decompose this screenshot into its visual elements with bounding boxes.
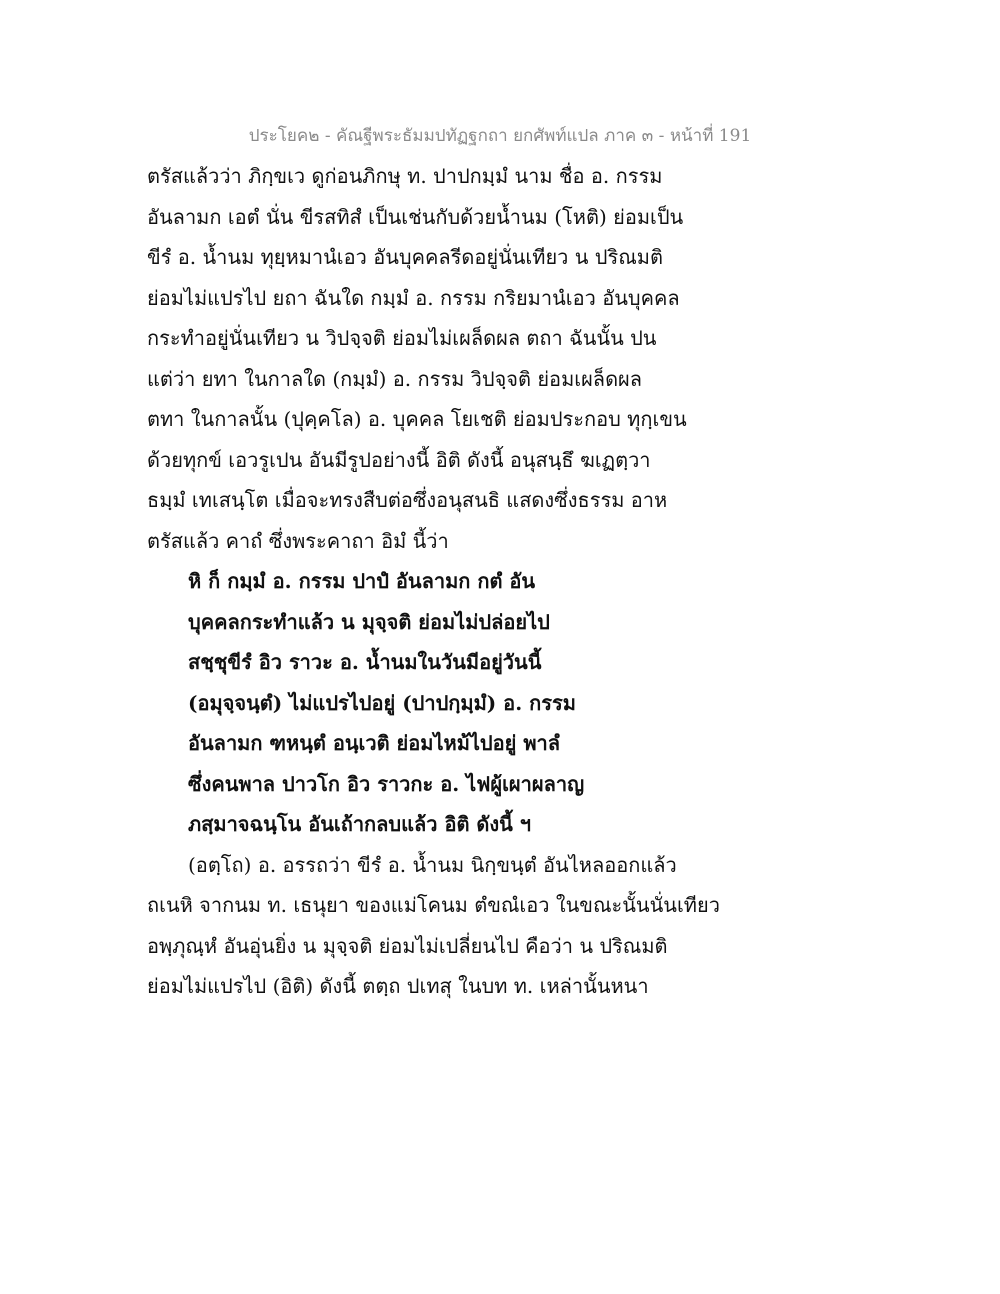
verse-block: [147, 561, 867, 845]
document-body: [147, 156, 867, 1007]
text-line: ธมฺมํ เทเสนฺโต เมื่อจะทรงสืบต่อซึ่งอนุสนธิ แสดงซึ่งธรรม อาห: [147, 488, 668, 512]
verse-line: หิ ก็ กมฺมํ อ. กรรม ปาปํ อันลามก กตํ อัน: [188, 569, 536, 593]
verse-line: (อมุจฺจนฺตํ) ไม่แปรไปอยู่ (ปาปกฺมฺมํ) อ. กรรม: [188, 690, 576, 715]
text-line: ขีรํ อ. น้ำนม ทุยฺหมานํเอว อันบุคคลรีดอยู่นั่นเทียว น ปริณมติ: [147, 245, 663, 269]
text-line: ถเนหิ จากนม ท. เธนุยา ของแม่โคนม ตํขณํเอว ในขณะนั้นนั่นเทียว: [147, 893, 720, 917]
verse-line: ภสฺมาจฉนฺโน อันเถ้ากลบแล้ว อิติ ดังนี้ ฯ: [188, 812, 532, 836]
text-line: (อตฺโถ) อ. อรรถว่า ขีรํ อ. น้ำนม นิกฺขนฺตํ อันไหลออกแล้ว: [188, 852, 677, 877]
verse-line: บุคคลกระทำแล้ว น มุจฺจติ ย่อมไม่ปล่อยไป: [188, 609, 550, 634]
text-line: ตทา ในกาลนั้น (ปุคฺคโล) อ. บุคคล โยเชติ ย่อมประกอบ ทุกฺเขน: [147, 407, 687, 431]
text-line: อันลามก เอตํ นั่น ขีรสทิสํ เป็นเช่นกับด้วยน้ำนม (โหติ) ย่อมเป็น: [147, 204, 684, 229]
text-line: ย่อมไม่แปรไป ยถา ฉันใด กมฺมํ อ. กรรม กริยมานํเอว อันบุคคล: [147, 285, 680, 310]
text-line: แต่ว่า ยทา ในกาลใด (กมฺมํ) อ. กรรม วิปจฺจติ ย่อมเผล็ดผล: [147, 366, 643, 391]
page-header: [0, 122, 1000, 149]
header-title: ประโยค๒ - คัณฐีพระธัมมปทัฏฐกถา ยกศัพท์แปล ภาค ๓ - หน้าที่ 191: [248, 126, 752, 146]
text-line: ด้วยทุกข์ เอวรูเปน อันมีรูปอย่างนี้ อิติ ดังนี้ อนุสนฺธึ ฆเฏตฺวา: [147, 447, 651, 472]
verse-line: อันลามก ฑหนฺตํ อนฺเวติ ย่อมไหม้ไปอยู่ พาลํ: [188, 731, 560, 755]
paragraph-2: [147, 845, 867, 1007]
verse-line: ซึ่งคนพาล ปาวโก อิว ราวกะ อ. ไฟผู้เผาผลาญ: [188, 771, 585, 796]
text-line: ตรัสแล้ว คาถํ ซึ่งพระคาถา อิมํ นี้ว่า: [147, 528, 449, 553]
text-line: ตรัสแล้วว่า ภิกฺขเว ดูก่อนภิกษุ ท. ปาปกมฺมํ นาม ชื่อ อ. กรรม: [147, 164, 663, 188]
text-line: อพฺภุณฺหํ อันอุ่นยิ่ง น มุจฺจติ ย่อมไม่เปลี่ยนไป คือว่า น ปริณมติ: [147, 933, 668, 958]
paragraph-1: [147, 156, 867, 561]
verse-line: สชฺชุขีรํ อิว ราวะ อ. น้ำนมในวันมีอยู่วันนี้: [188, 650, 542, 674]
text-line: กระทำอยู่นั่นเทียว น วิปจฺจติ ย่อมไม่เผล็ดผล ตถา ฉันนั้น ปน: [147, 326, 657, 350]
text-line: ย่อมไม่แปรไป (อิติ) ดังนี้ ตตฺถ ปเทสุ ในบท ท. เหล่านั้นหนา: [147, 974, 649, 998]
